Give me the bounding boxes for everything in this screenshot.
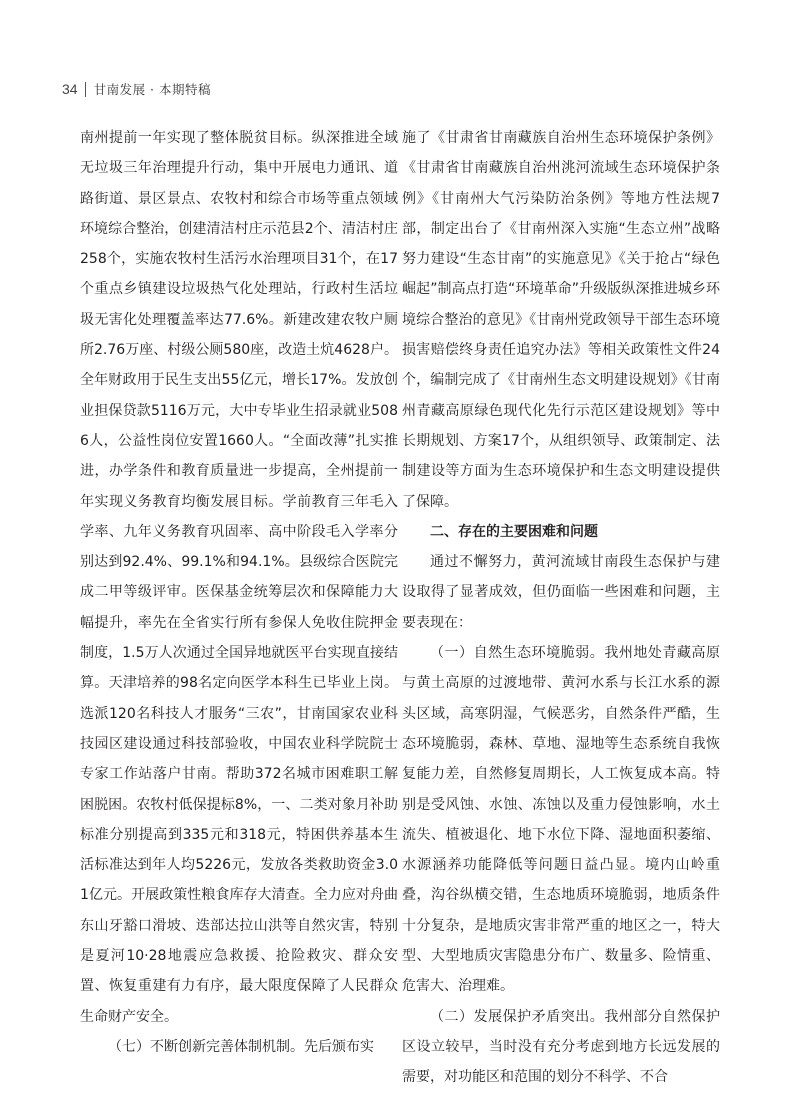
page-number: 34 [62,81,78,97]
left-paragraph-institutional-mechanism: （七）不断创新完善体制机制。先后颁布实 [108,1038,374,1055]
right-paragraph-intro: 通过不懈努力，黄河流域甘南段生态保护与建设取得了显著成效，但仍面临一些困难和问题，主要表现在： [402,554,720,631]
right-paragraph-fragile-ecology: （一）自然生态环境脆弱。我州地处青藏高原与黄土高原的过渡地带、黄河水系与长江水系的源头区域，高寒阴湿，气候恶劣，自然条件严酷，生态环境脆弱，森林、草地、湿地等生态系统自我恢复能力差，自然修复周期长，人工恢复成本高。特别是受风蚀、水蚀、冻蚀以及重力侵蚀影响，水土流失、植被退化、地下水位下降、湿地面积萎缩、水源涵养功能降低等问题日益凸显。境内山岭重叠，沟谷纵横交错，生态地质环境脆弱，地质条件十分复杂，是地质灾害非常严重的地区之一，特大型、大型地质灾害隐患分布广、数量多、险情重、危害大、治理难。 [402,645,720,995]
right-paragraph-continued: 施了《甘肃省甘南藏族自治州生态环境保护条例》《甘肃省甘南藏族自治州洮河流域生态环境保护条例》《甘南州大气污染防治条例》等地方性法规7部，制定出台了《甘南州深入实施“生态立州”战略努力建设“生态甘南”的实施意见》《关于抢占“绿色崛起”制高点打造“环境革命”升级版纵深推进城乡环境综合整治的意见》《甘南州党政领导干部生态环境损害赔偿终身责任追究办法》等相关政策性文件24个，编制完成了《甘南州生态文明建设规划》《甘南州青藏高原绿色现代化先行示范区建设规划》等中长期规划、方案17个，从组织领导、政策制定、法制建设等方面为生态环境保护和生态文明建设提供了保障。 [402,130,720,510]
section-title: 甘南发展 · 本期特稿 [93,82,211,97]
running-header [62,78,211,100]
left-column [80,123,398,1062]
right-paragraph-development-conflict: （二）发展保护矛盾突出。我州部分自然保护区设立较早，当时没有充分考虑到地方长远发展的需要，对功能区和范围的划分不科学、不合 [402,1008,720,1086]
left-paragraph-continued: 南州提前一年实现了整体脱贫目标。纵深推进全域无垃圾三年治理提升行动，集中开展电力通讯、道路街道、景区景点、农牧村和综合市场等重点领域环境综合整治，创建清洁村庄示范县2个、清洁村庄258个，实施农牧村生活污水治理项目31个，在17个重点乡镇建设垃圾热气化处理站，行政村生活垃圾无害化处理覆盖率达77.6%。新建改建农牧户厕所2.76万座、村级公厕580座，改造土炕4628户。全年财政用于民生支出55亿元，增长17%。发放创业担保贷款5116万元，大中专毕业生招录就业5086人，公益性岗位安置1660人。“全面改薄”扎实推进，办学条件和教育质量进一步提高，全州提前一年实现义务教育均衡发展目标。学前教育三年毛入学率、九年义务教育巩固率、高中阶段毛入学率分别达到92.4%、99.1%和94.1%。县级综合医院完成二甲等级评审。医保基金统筹层次和保障能力大幅提升，率先在全省实行所有参保人免收住院押金制度，1.5万人次通过全国异地就医平台实现直接结算。天津培养的98名定向医学本科生已毕业上岗。选派120名科技人才服务“三农”，甘南国家农业科技园区建设通过科技部验收，中国农业科学院院士专家工作站落户甘南。帮助372名城市困难职工解困脱困。农牧村低保提标8%，一、二类对象月补助标准分别提高到335元和318元，特困供养基本生活标准达到年人均5226元，发放各类救助资金3.01亿元。开展政策性粮食库存大清查。全力应对舟曲东山牙豁口滑坡、迭部达拉山洪等自然灾害，特别是夏河10·28地震应急救援、抢险救灾、群众安置、恢复重建有力有序，最大限度保障了人民群众生命财产安全。 [80,130,398,1025]
header-divider [85,82,86,97]
right-column [402,123,720,1093]
section-heading: 二、存在的主要困难和问题 [430,523,598,540]
